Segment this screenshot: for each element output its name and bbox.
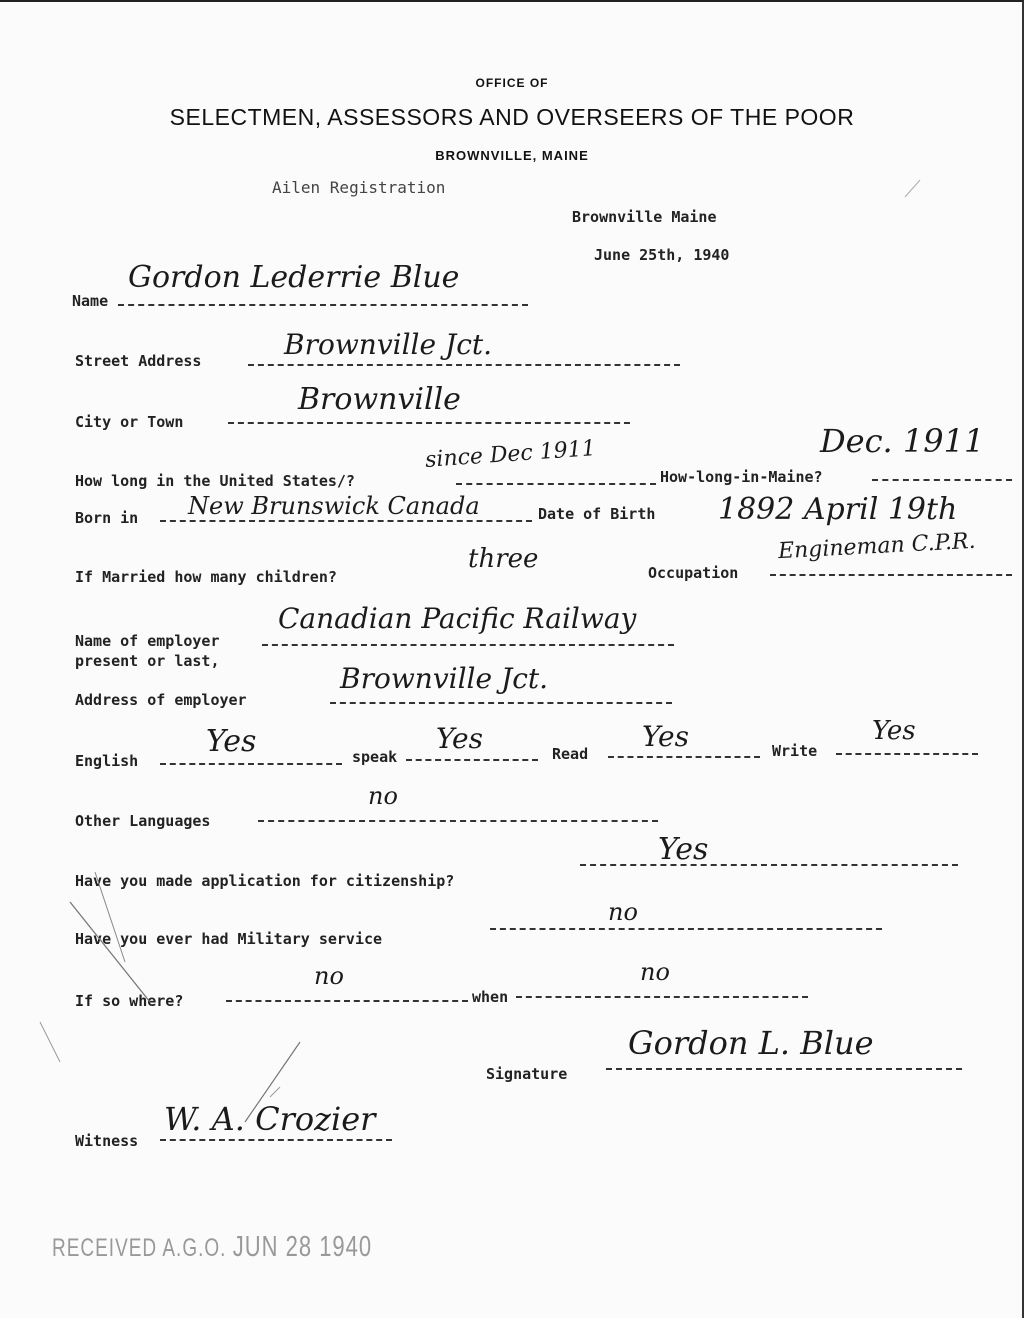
city-label: City or Town	[75, 413, 184, 431]
occupation-label: Occupation	[648, 564, 739, 582]
read-value: Yes	[642, 720, 689, 753]
date-of-birth-label: Date of Birth	[538, 505, 656, 523]
other-languages-label: Other Languages	[75, 812, 211, 830]
name-label: Name	[72, 292, 109, 310]
employer-label: Name of employer	[75, 632, 220, 650]
signature-value: Gordon L. Blue	[628, 1024, 874, 1062]
received-stamp-text: RECEIVED A.G.O.	[52, 1235, 227, 1263]
street-label: Street Address	[75, 352, 202, 370]
children-value: three	[468, 544, 539, 574]
where-label: If so where?	[75, 992, 184, 1010]
read-label: Read	[552, 745, 589, 763]
other-languages-value: no	[368, 782, 398, 810]
write-value: Yes	[872, 716, 916, 746]
occupation-value: Engineman C.P.R.	[777, 528, 977, 565]
how-long-us-label: How long in the United States/?	[75, 472, 355, 490]
office-of-label: OFFICE OF	[475, 76, 549, 90]
born-in-label: Born in	[75, 509, 139, 527]
street-value: Brownville Jct.	[284, 328, 493, 361]
when-value: no	[640, 958, 670, 986]
form-name: Ailen Registration	[272, 178, 446, 197]
born-in-value: New Brunswick Canada	[188, 492, 480, 520]
employer-sub-label: present or last,	[75, 652, 220, 670]
town-heading: BROWNVILLE, MAINE	[435, 148, 589, 163]
speak-value: Yes	[436, 722, 483, 755]
speak-label: speak	[352, 748, 398, 766]
witness-value: W. A. Crozier	[164, 1100, 376, 1138]
witness-label: Witness	[75, 1132, 139, 1150]
city-value: Brownville	[298, 382, 461, 417]
employer-address-label: Address of employer	[75, 691, 247, 709]
write-label: Write	[772, 742, 818, 760]
pencil-marks	[0, 2, 1024, 1320]
document-title: SELECTMEN, ASSESSORS AND OVERSEERS OF THE POOR	[169, 104, 855, 130]
signature-label: Signature	[486, 1065, 568, 1083]
employer-address-value: Brownville Jct.	[340, 662, 549, 695]
place-line: Brownville Maine	[572, 208, 717, 226]
citizenship-value: Yes	[658, 832, 709, 867]
date-line: June 25th, 1940	[594, 246, 730, 264]
children-label: If Married how many children?	[75, 568, 337, 586]
how-long-maine-value: Dec. 1911	[820, 422, 985, 460]
date-of-birth-value: 1892 April 19th	[718, 492, 958, 527]
received-stamp-date: JUN 28 1940	[232, 1230, 373, 1263]
citizenship-label: Have you made application for citizenship?	[75, 872, 455, 890]
military-label: Have you ever had Military service	[75, 930, 383, 948]
english-value: Yes	[206, 724, 257, 759]
employer-value: Canadian Pacific Railway	[278, 602, 637, 635]
how-long-maine-label: How-long-in-Maine?	[660, 468, 823, 486]
military-value: no	[608, 898, 638, 926]
name-value: Gordon Lederrie Blue	[128, 260, 460, 295]
when-label: when	[472, 988, 509, 1006]
english-label: English	[75, 752, 139, 770]
how-long-us-value: since Dec 1911	[424, 436, 597, 473]
where-value: no	[314, 962, 344, 990]
